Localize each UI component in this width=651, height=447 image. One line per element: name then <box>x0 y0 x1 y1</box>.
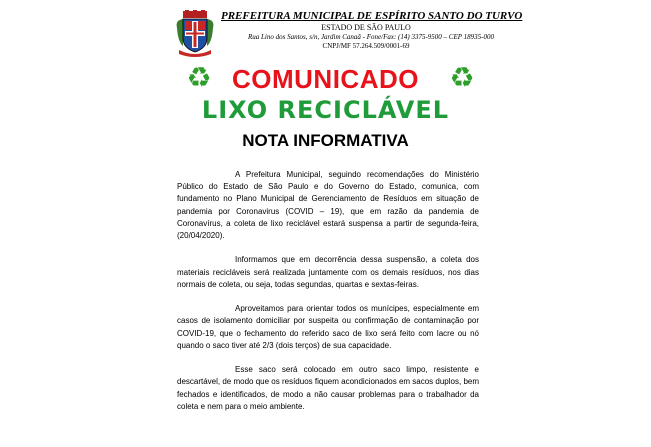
headline-subtitle: LIXO RECICLÁVEL <box>201 96 450 124</box>
letterhead-title: PREFEITURA MUNICIPAL DE ESPÍRITO SANTO DO TURVO <box>221 10 523 22</box>
letterhead-text <box>221 10 523 51</box>
letterhead-cnpj: CNPJ/MF 57.264.509/0001-69 <box>322 42 410 50</box>
letterhead-address: Rua Lino dos Santos, s/n, Jardim Canaã - Fone/Fax: (14) 3375-9500 – CEP 18935-000 <box>248 33 494 41</box>
paragraph: Esse saco será colocado em outro saco limpo, resistente e descartável, de modo que os resíduos fiquem acondicionados em sacos duplos, bem fechados e identificados, de modo a não causar problemas para o trabalhador da coleta e nem para o meio ambiente. <box>177 365 479 411</box>
headline-row <box>0 61 651 94</box>
headline-title: COMUNICADO <box>232 64 419 94</box>
recycle-icon: ♻ <box>186 61 212 94</box>
paragraph: Informamos que em decorrência dessa suspensão, a coleta dos materiais recicláveis será realizada juntamente com os demais resíduos, nos dias normais de coleta, ou seja, todas segundas, quartas e sextas-feiras. <box>177 255 479 289</box>
letterhead-state: ESTADO DE SÃO PAULO <box>321 23 411 32</box>
paragraph: Aproveitamos para orientar todos os munícipes, especialmente em casos de isolamento domiciliar por suspeita ou confirmação de contaminação por COVID-19, que o fechamento do referido saco de lixo será feito com lacre ou nó quando o saco tiver até 2/3 (dois terços) de sua capacidade. <box>177 304 479 350</box>
recycle-icon: ♻ <box>449 61 475 94</box>
letterhead <box>175 10 523 60</box>
note-title: NOTA INFORMATIVA <box>242 131 409 150</box>
paragraph: A Prefeitura Municipal, seguindo recomendações do Ministério Público do Estado de São Paulo e do Governo do Estado, comunica, com fundamento no Plano Municipal de Gerenciamento de Resíduos em situação de pandemia por Coronavirus (COVID – 19), que em razão da pandemia de Coronavírus, a coleta de lixo reciclável estará suspensa a partir de segunda-feira, (20/04/2020). <box>177 170 479 241</box>
body-text <box>177 169 479 413</box>
coat-of-arms-icon <box>175 10 215 58</box>
